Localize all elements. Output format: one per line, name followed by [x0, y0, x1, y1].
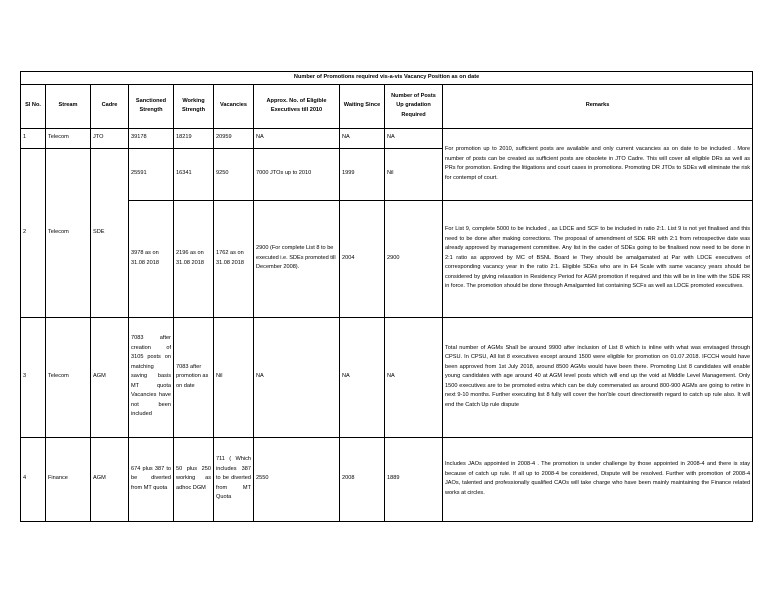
cell-upgradation: NA [385, 128, 443, 148]
cell-waiting: NA [340, 317, 385, 437]
header-upgradation: Number of Posts Up gradation Required [385, 84, 443, 128]
cell-working: 16341 [174, 148, 214, 200]
cell-eligible: 2900 (For complete List 8 to be executed i.e. SDEs promoted till December 2008). [254, 200, 340, 317]
cell-remarks: For List 9, complete 5000 to be included , as LDCE and SCF to be included in ratio 2:1. List 9 is not yet finalised and this need to be done after making corrections. The proposal of amendment of SDE RR with 2:1 from retrospective date was already approved by management committee. Any list in the cader of SDEs going to be finalised now need to be done in 2:1 ratio as approved by MC of BSNL Board ie They should be amalgamated at Par with LDCE executives of corresponding vacancy year in the ratio 2:1. Eligible SDEs who are in E4 Scale with same vacancy years should be considered by giving relaxation in Residency Period for AGM promotion if required and this will be in line with the SDE RR in force. The promotion should be done through Amalgamted list containing SCFs as well as LDCE promoted executives. [443, 200, 753, 317]
cell-waiting: NA [340, 128, 385, 148]
cell-sl: 2 [21, 148, 46, 317]
cell-remarks: Includes JAOs appointed in 2008-4 . The promotion is under challenge by those appointed in 2008-4 and there is stay because of catch up rule. If all up to 2008-4 be considered, Dispute will be resolved. Further with promotion of 2008-4 JAOs, talented and professionally qualified CAOs will take charge who have been mainly maintaining the Finance related works at circles. [443, 437, 753, 521]
cell-stream: Telecom [46, 317, 91, 437]
cell-stream: Telecom [46, 148, 91, 317]
cell-remarks: Total number of AGMs Shall be around 9900 after inclusion of List 8 which is inline with what was envisaged through CPSU. In CPSU, All list 8 executives except around 1500 were eligible for promotion on 01.07.2018. IFCCH would have been approved from 1st July 2018, around 8500 AGMs would have been there. Promoting List 8 candidates will enable young candidates with age around 40 at AGM level posts which will end up the void at Middle Level Management. Only 1500 executives are to be promoted extra which can be duly commenated as around 800-900 AGMs are going to retire in next 9-10 months. Further executing list 8 fully will cover the hon'ble court directionwith regard to catch up rule also. It will end the Catch Up rule dispute [443, 317, 753, 437]
cell-cadre: JTO [91, 128, 129, 148]
header-waiting: Waiting Since [340, 84, 385, 128]
cell-working: 50 plus 250 working as adhoc DGM [174, 437, 214, 521]
cell-eligible: 7000 JTOs up to 2010 [254, 148, 340, 200]
cell-sanctioned: 39178 [129, 128, 174, 148]
cell-vacancies: 1762 as on 31.08 2018 [214, 200, 254, 317]
cell-vacancies: Nil [214, 317, 254, 437]
cell-sanctioned: 674 plus 387 to be diverted from MT quota [129, 437, 174, 521]
cell-waiting: 2004 [340, 200, 385, 317]
promotions-table [20, 71, 753, 522]
cell-remarks: For promotion up to 2010, sufficient posts are available and only current vacancies as on date to be included . More number of posts can be created as sufficient posts are obsolete in JTO Cadre. This will cover all eligible DRs as well as PRs for promotion. Ending the litigations and court cases in promotions. Promoting DR JTOs to SDEs will eliminate the risk for contempt of court. [443, 128, 753, 200]
cell-eligible: 2550 [254, 437, 340, 521]
cell-upgradation: NA [385, 317, 443, 437]
table-row [21, 128, 753, 148]
cell-sanctioned: 7083 after creation of 3105 posts on matching saving basis MT quota Vacancies have not been included [129, 317, 174, 437]
header-sl: Sl No. [21, 84, 46, 128]
cell-upgradation: 1889 [385, 437, 443, 521]
cell-sanctioned: 3978 as on 31.08 2018 [129, 200, 174, 317]
table-title: Number of Promotions required vis-a-vis Vacancy Position as on date [21, 72, 753, 85]
header-eligible: Approx. No. of Eligible Executives till 2010 [254, 84, 340, 128]
header-vacancies: Vacancies [214, 84, 254, 128]
cell-vacancies: 20959 [214, 128, 254, 148]
cell-vacancies: 9250 [214, 148, 254, 200]
table-row [21, 437, 753, 521]
cell-working: 18219 [174, 128, 214, 148]
cell-cadre: SDE [91, 148, 129, 317]
header-cadre: Cadre [91, 84, 129, 128]
cell-upgradation: Nil [385, 148, 443, 200]
cell-cadre: AGM [91, 317, 129, 437]
cell-waiting: 2008 [340, 437, 385, 521]
header-working: Working Strength [174, 84, 214, 128]
header-stream: Stream [46, 84, 91, 128]
cell-sl: 1 [21, 128, 46, 148]
cell-eligible: NA [254, 128, 340, 148]
cell-working: 7083 after promotion as on date [174, 317, 214, 437]
cell-sl: 4 [21, 437, 46, 521]
cell-eligible: NA [254, 317, 340, 437]
header-remarks: Remarks [443, 84, 753, 128]
cell-cadre: AGM [91, 437, 129, 521]
table-row [21, 317, 753, 437]
cell-vacancies: 711 ( Which includes 387 to be diverted from MT Quota [214, 437, 254, 521]
cell-working: 2196 as on 31.08 2018 [174, 200, 214, 317]
header-sanctioned: Sanctioned Strength [129, 84, 174, 128]
cell-upgradation: 2900 [385, 200, 443, 317]
cell-waiting: 1999 [340, 148, 385, 200]
cell-sanctioned: 25591 [129, 148, 174, 200]
cell-sl: 3 [21, 317, 46, 437]
table-row [21, 200, 753, 317]
cell-stream: Finance [46, 437, 91, 521]
cell-stream: Telecom [46, 128, 91, 148]
